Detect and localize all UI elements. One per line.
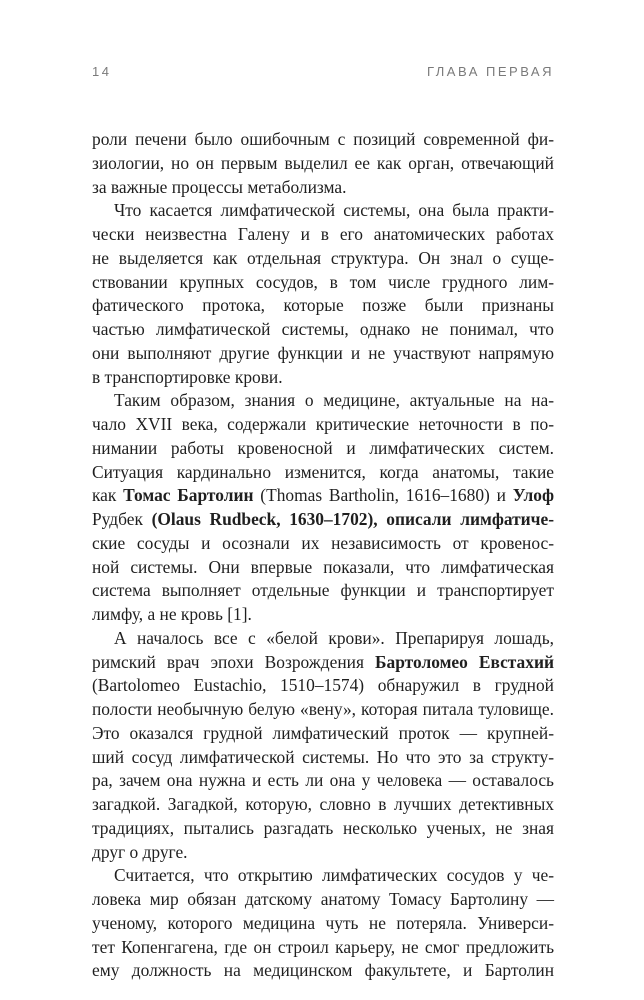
text-run: тет Копенгагена, где он строил карьеру, не смог предложить	[92, 936, 554, 957]
text-line	[92, 484, 554, 508]
paragraph	[92, 128, 554, 199]
text-line	[92, 746, 554, 770]
text-line	[92, 817, 554, 841]
text-run: загадкой. Загадкой, которую, словно в лучших детективных	[92, 794, 554, 814]
running-header	[92, 64, 554, 84]
text-run: фатического протока, которые позже были признаны	[92, 295, 554, 316]
text-run: лимфу, а не кровь [1].	[92, 604, 252, 624]
text-line	[92, 912, 554, 936]
text-run: полости необычную белую «вену», которая питала туловище.	[92, 699, 554, 719]
text-line	[92, 769, 554, 793]
text-run: ной системы. Они впервые показали, что лимфатическая	[92, 556, 554, 577]
text-run: Таким образом, знания о медицине, актуальные на на-	[114, 390, 554, 411]
text-run: Ситуация кардинально изменится, когда анатомы, такие	[92, 461, 554, 482]
text-line	[92, 627, 554, 651]
text-line	[92, 318, 554, 342]
text-run: за важные процессы метаболизма.	[92, 176, 347, 197]
text-line	[92, 389, 554, 413]
text-run: ра, зачем она нужна и есть ли она у человека — оставалось	[92, 770, 554, 791]
text-run: ему должность на медицинском факультете, и Бартолин	[92, 960, 554, 981]
text-run: римский врач эпохи Возрождения	[92, 651, 376, 672]
bold-name: Бартоломео Евстахий	[375, 651, 554, 672]
text-line	[92, 176, 554, 200]
text-run: друг о друге.	[92, 841, 188, 862]
chapter-title: ГЛАВА ПЕРВАЯ	[426, 64, 554, 79]
text-run: (Thomas Bartholin, 1616–1680) и	[253, 485, 513, 506]
bold-name: Улоф	[512, 485, 555, 506]
text-line	[92, 413, 554, 437]
text-run: ловека мир обязан датскому анатому Томасу Бартолину —	[92, 889, 554, 909]
text-run: традициях, пытались разгадать несколько ученых, не зная	[92, 817, 554, 838]
text-line	[92, 603, 554, 627]
text-run: ские сосуды и осознали их независимость от кровенос-	[92, 532, 554, 553]
text-run: Считается, что открытию лимфатических сосудов у че-	[114, 865, 554, 886]
text-line	[92, 698, 554, 722]
paragraph	[92, 627, 554, 865]
text-run: чало XVII века, содержали критические неточности в по-	[92, 414, 554, 434]
text-line	[92, 888, 554, 912]
page-number: 14	[92, 64, 112, 79]
text-line	[92, 199, 554, 223]
paragraph	[92, 199, 554, 389]
text-line	[92, 579, 554, 603]
text-run: (Bartolomeo Eustachio, 1510–1574) обнаружил в грудной	[92, 675, 554, 696]
text-line	[92, 342, 554, 366]
text-line	[92, 959, 554, 983]
text-run: роли печени было ошибочным с позиций современной фи-	[92, 129, 554, 149]
text-run: А началось все с «белой крови». Препарируя лошадь,	[114, 627, 554, 648]
text-line	[92, 674, 554, 698]
bold-name: (Olaus Rudbeck, 1630–1702), описали лимфатиче-	[142, 509, 554, 529]
text-line	[92, 223, 554, 247]
text-run: Что касается лимфатической системы, она была практи-	[114, 200, 554, 221]
text-line	[92, 936, 554, 960]
text-line	[92, 437, 554, 461]
paragraph	[92, 389, 554, 627]
text-run: ший сосуд лимфатической системы. Но что это за структу-	[92, 746, 554, 767]
text-line	[92, 864, 554, 888]
text-run: Это оказался грудной лимфатический проток — крупней-	[92, 722, 554, 743]
text-line	[92, 508, 554, 532]
text-run: в транспортировке крови.	[92, 366, 283, 387]
text-line	[92, 366, 554, 390]
text-line	[92, 271, 554, 295]
text-line	[92, 128, 554, 152]
text-run: чески неизвестна Галену и в его анатомических работах	[92, 224, 554, 244]
text-run: ученому, которого медицина чуть не потеряла. Универси-	[92, 912, 554, 933]
text-run: нимании работы кровеносной и лимфатических систем.	[92, 437, 554, 458]
text-run: как	[92, 485, 124, 506]
text-line	[92, 532, 554, 556]
text-line	[92, 461, 554, 485]
text-run: зиологии, но он первым выделил ее как орган, отвечающий	[92, 152, 554, 173]
paragraph	[92, 864, 554, 983]
text-line	[92, 793, 554, 817]
text-run: ствовании крупных сосудов, в том числе грудного лим-	[92, 271, 554, 292]
text-line	[92, 294, 554, 318]
text-line	[92, 152, 554, 176]
text-line	[92, 841, 554, 865]
text-run: они выполняют другие функции и не участвуют напрямую	[92, 342, 554, 363]
body-text	[92, 128, 554, 983]
text-line	[92, 247, 554, 271]
text-run: не выделяется как отдельная структура. Он знал о суще-	[92, 247, 554, 268]
bold-name: Томас Бартолин	[123, 485, 254, 506]
text-run: система выполняет отдельные функции и транспортирует	[92, 580, 554, 601]
text-line	[92, 556, 554, 580]
text-run: Рудбек	[92, 509, 143, 529]
text-line	[92, 722, 554, 746]
text-line	[92, 651, 554, 675]
text-run: частью лимфатической системы, однако не понимал, что	[92, 319, 554, 339]
